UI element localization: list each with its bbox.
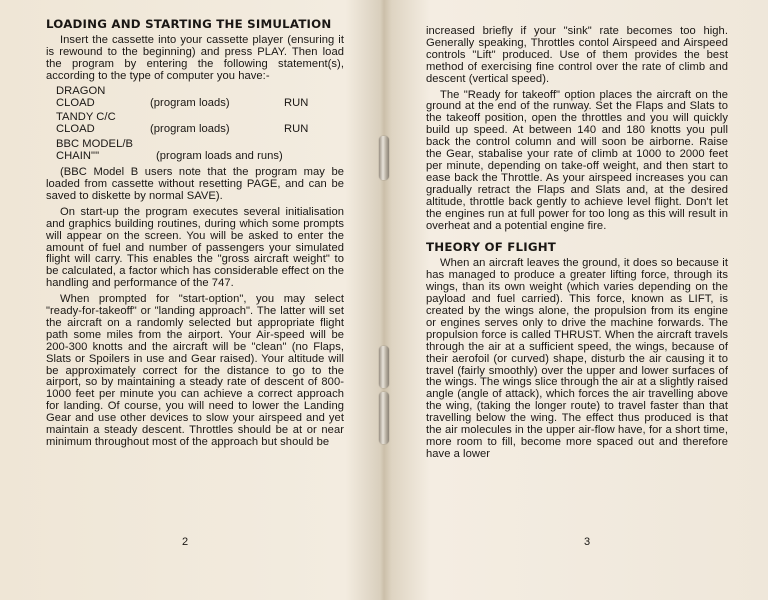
load-note: (program loads and runs) <box>156 150 283 163</box>
computer-commands <box>56 86 344 163</box>
staple <box>379 346 389 388</box>
load-note: (program loads) <box>150 123 230 136</box>
paragraph-start-up: On start-up the program executes several initialisation and graphics building routines, during which some prompts will appear on the screen. You will be asked to enter the amount of fuel and number of passengers your simulated flight will carry. This enables the "gross aircraft weight" to be calculated, a factor which has considerable effect on the handling and performance of the 747. <box>46 205 344 290</box>
run-command: RUN <box>284 96 309 109</box>
left-column <box>46 18 344 449</box>
paragraph-start-option: When prompted for "start-option", you may select "ready-for-takeoff" or "landing approach". The latter will set the aircraft on a randomly selected but appropriate flight path some miles from the airport. Your Air-speed will be 200-300 knotts and the aircraft will be "clean" (no Flaps, Slats or Spoilers in use and Gear raised). Your altitude will be approximately correct for the distance to go to the airport, so by maintaining a steady rate of descent of 800-1000 feet per minute you can achieve a correct approach for landing. Of course, you will need to lower the Landing Gear and use other devices to slow your airspeed and yet maintain a steady descent. Throttles should be at or near minimum throughout most of the approach but should be <box>46 293 344 448</box>
load-command: CHAIN"" <box>56 150 100 163</box>
computer-name: DRAGON <box>56 84 106 97</box>
page-number: 3 <box>584 536 591 548</box>
load-command: CLOAD <box>56 123 95 136</box>
run-command: RUN <box>284 123 309 136</box>
page-number: 2 <box>182 536 189 548</box>
paragraph-ready-for-takeoff: The "Ready for takeoff" option places the aircraft on the ground at the end of the runway. Set the Flaps and Slats to the takeoff position, open the throttles and you will quickly build up speed. At between 140 and 180 knotts you pull back the control column and will soon be airborne. Raise the Gear, stabalise your rate of climb at 1000 to 2000 feet per minute, depending on take-off weight, and then start to ease back the Throttle. As your airspeed increases you can gradually retract the Flaps and Slats and, at the desired altitude, throttle back gently to achieve level flight. Don't let the engines run at full power for too long as this will result in overheat and a potential engine fire. <box>426 88 728 232</box>
computer-name: TANDY C/C <box>56 111 116 124</box>
paragraph-throttles: increased briefly if your "sink" rate becomes too high. Generally speaking, Throttles contol Airspeed and Airspeed controls "Lift" produced. Use of them provides the best method of exercising fine control over the rate of climb and descent (vertical speed). <box>426 25 728 85</box>
right-column <box>426 26 728 461</box>
computer-name: BBC MODEL/B <box>56 138 134 151</box>
right-page <box>384 0 768 600</box>
section-heading-loading: LOADING AND STARTING THE SIMULATION <box>46 17 332 31</box>
section-heading-theory: THEORY OF FLIGHT <box>426 240 557 255</box>
paragraph-insert-cassette: Insert the cassette into your cassette player (ensuring it is rewound to the beginning) and press PLAY. Then load the program by entering the following statement(s), according to the type of computer you have:- <box>46 34 344 82</box>
paragraph-bbc-note: (BBC Model B users note that the program may be loaded from cassette without resetting PAGE, and can be saved to diskette by normal SAVE). <box>46 166 344 202</box>
staple <box>379 136 389 180</box>
load-note: (program loads) <box>150 96 230 109</box>
load-command: CLOAD <box>56 96 95 109</box>
staple <box>379 392 389 444</box>
paragraph-theory-of-flight: When an aircraft leaves the ground, it does so because it has managed to produce a greater lifting force, through its wings, than its own weight (which varies depending on the payload and fuel carried). This force, known as LIFT, is created by the wings alone, the propulsion from its engine or engines serves only to drive the machine forwards. The propulsion force is called THRUST. When the aircraft travels through the air at a sufficient speed, the wings, because of their aerofoil (or curved) shape, disturb the air causing it to travel (fairly smoothly) over the upper and lower surfaces of the wings. The wings slice through the air at a slightly raised angle (angle of attack), which forces the air travelling above the wing, (taking the longer route) to travel faster than that travelling below the wing. The effect thus produced is that the air molecules in the upper air-flow have, for a short time, more room to fill, become more spaced out and therefore have a lower <box>426 257 728 460</box>
